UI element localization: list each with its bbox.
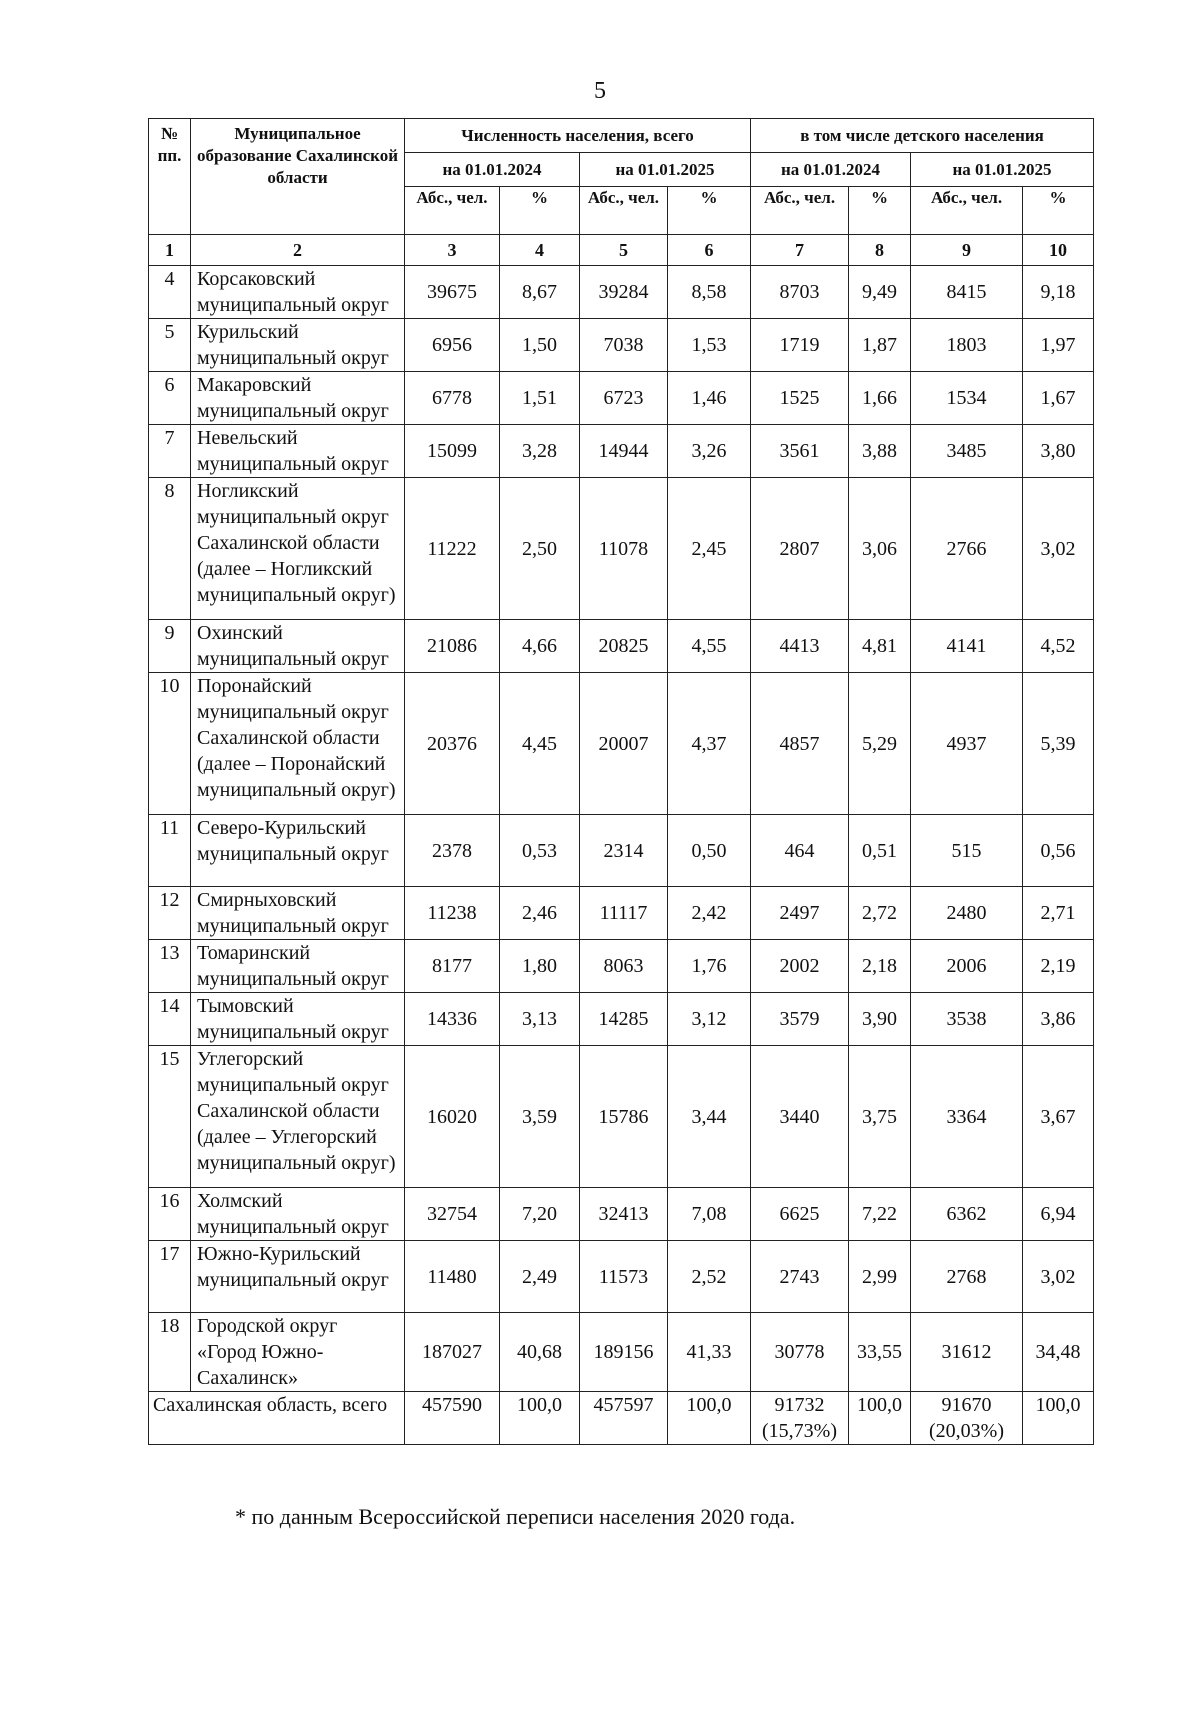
total-children-2024-share: (15,73%) xyxy=(762,1420,837,1442)
cell-c24-pct: 7,22 xyxy=(849,1188,911,1241)
cell-t25-pct: 2,45 xyxy=(668,478,751,620)
cell-t24-abs: 39675 xyxy=(405,266,500,319)
cell-c24-abs: 1525 xyxy=(751,372,849,425)
column-number: 1 xyxy=(149,235,191,266)
cell-c24-abs: 8703 xyxy=(751,266,849,319)
cell-t25-pct: 1,76 xyxy=(668,940,751,993)
total-2025-pct: 100,0 xyxy=(668,1392,751,1445)
table-row xyxy=(149,266,1094,319)
municipality-name: Городской округ «Город Южно-Сахалинск» xyxy=(191,1313,405,1392)
cell-t25-pct: 3,26 xyxy=(668,425,751,478)
cell-c24-pct: 2,72 xyxy=(849,887,911,940)
total-children-2024-pct: 100,0 xyxy=(849,1392,911,1445)
cell-t25-pct: 3,12 xyxy=(668,993,751,1046)
cell-t25-abs: 39284 xyxy=(580,266,668,319)
total-children-2024-abs-value: 91732 xyxy=(774,1394,825,1416)
cell-c25-pct: 0,56 xyxy=(1023,815,1094,887)
cell-c25-abs: 1803 xyxy=(911,319,1023,372)
column-number: 4 xyxy=(500,235,580,266)
cell-c25-pct: 6,94 xyxy=(1023,1188,1094,1241)
cell-t24-pct: 2,46 xyxy=(500,887,580,940)
cell-t24-pct: 1,50 xyxy=(500,319,580,372)
municipality-name: Курильский муниципальный округ xyxy=(191,319,405,372)
population-table xyxy=(148,118,1094,1445)
cell-c25-abs: 8415 xyxy=(911,266,1023,319)
column-number: 2 xyxy=(191,235,405,266)
cell-t24-pct: 2,50 xyxy=(500,478,580,620)
header-pct: % xyxy=(1023,187,1094,235)
cell-c24-pct: 1,87 xyxy=(849,319,911,372)
column-number: 6 xyxy=(668,235,751,266)
cell-c25-pct: 3,86 xyxy=(1023,993,1094,1046)
table-row xyxy=(149,815,1094,887)
cell-c25-pct: 1,67 xyxy=(1023,372,1094,425)
cell-t25-abs: 8063 xyxy=(580,940,668,993)
cell-c24-pct: 3,88 xyxy=(849,425,911,478)
cell-c25-pct: 3,02 xyxy=(1023,1241,1094,1313)
cell-c25-abs: 4937 xyxy=(911,673,1023,815)
cell-t24-pct: 3,59 xyxy=(500,1046,580,1188)
cell-c24-pct: 0,51 xyxy=(849,815,911,887)
cell-c24-pct: 3,90 xyxy=(849,993,911,1046)
cell-t24-pct: 0,53 xyxy=(500,815,580,887)
cell-t24-abs: 11238 xyxy=(405,887,500,940)
municipality-name: Холмский муниципальный округ xyxy=(191,1188,405,1241)
cell-c24-abs: 2497 xyxy=(751,887,849,940)
total-children-2025-abs-value: 91670 xyxy=(941,1394,992,1416)
cell-t25-abs: 6723 xyxy=(580,372,668,425)
row-number: 17 xyxy=(149,1241,191,1313)
row-number: 15 xyxy=(149,1046,191,1188)
column-number: 8 xyxy=(849,235,911,266)
header-pct: % xyxy=(668,187,751,235)
cell-t24-pct: 8,67 xyxy=(500,266,580,319)
cell-c24-pct: 5,29 xyxy=(849,673,911,815)
cell-t24-pct: 3,13 xyxy=(500,993,580,1046)
cell-c24-pct: 1,66 xyxy=(849,372,911,425)
cell-t25-pct: 4,37 xyxy=(668,673,751,815)
cell-c25-abs: 2768 xyxy=(911,1241,1023,1313)
header-col-name: Муниципальное образование Сахалинской области xyxy=(191,119,405,235)
header-group-children: в том числе детского населения xyxy=(751,119,1094,153)
cell-t24-pct: 4,45 xyxy=(500,673,580,815)
cell-t25-abs: 11117 xyxy=(580,887,668,940)
cell-t24-pct: 4,66 xyxy=(500,620,580,673)
cell-t25-abs: 14944 xyxy=(580,425,668,478)
header-pct: % xyxy=(849,187,911,235)
cell-t24-abs: 2378 xyxy=(405,815,500,887)
cell-t24-pct: 1,80 xyxy=(500,940,580,993)
cell-c25-abs: 3364 xyxy=(911,1046,1023,1188)
cell-t25-abs: 7038 xyxy=(580,319,668,372)
cell-c25-abs: 515 xyxy=(911,815,1023,887)
cell-c25-abs: 2766 xyxy=(911,478,1023,620)
cell-t24-abs: 15099 xyxy=(405,425,500,478)
cell-t25-abs: 14285 xyxy=(580,993,668,1046)
cell-t25-pct: 41,33 xyxy=(668,1313,751,1392)
cell-t24-pct: 1,51 xyxy=(500,372,580,425)
cell-t24-pct: 40,68 xyxy=(500,1313,580,1392)
table-row xyxy=(149,425,1094,478)
column-number: 5 xyxy=(580,235,668,266)
cell-t25-pct: 7,08 xyxy=(668,1188,751,1241)
cell-c25-pct: 2,71 xyxy=(1023,887,1094,940)
total-2025-abs: 457597 xyxy=(580,1392,668,1445)
table-row xyxy=(149,319,1094,372)
cell-t24-abs: 11480 xyxy=(405,1241,500,1313)
cell-t25-abs: 11078 xyxy=(580,478,668,620)
total-row xyxy=(149,1392,1094,1445)
total-2024-abs: 457590 xyxy=(405,1392,500,1445)
cell-c24-abs: 464 xyxy=(751,815,849,887)
row-number: 13 xyxy=(149,940,191,993)
cell-t24-abs: 21086 xyxy=(405,620,500,673)
row-number: 5 xyxy=(149,319,191,372)
cell-t24-abs: 6778 xyxy=(405,372,500,425)
total-name: Сахалинская область, всего xyxy=(149,1392,405,1445)
header-children-date-2025: на 01.01.2025 xyxy=(911,153,1094,187)
cell-t24-abs: 16020 xyxy=(405,1046,500,1188)
column-number: 3 xyxy=(405,235,500,266)
cell-c25-abs: 2006 xyxy=(911,940,1023,993)
cell-t25-pct: 4,55 xyxy=(668,620,751,673)
cell-c24-pct: 2,99 xyxy=(849,1241,911,1313)
cell-c24-abs: 6625 xyxy=(751,1188,849,1241)
cell-c25-abs: 4141 xyxy=(911,620,1023,673)
page-number: 5 xyxy=(594,78,606,104)
cell-c25-abs: 3538 xyxy=(911,993,1023,1046)
row-number: 16 xyxy=(149,1188,191,1241)
cell-t24-pct: 3,28 xyxy=(500,425,580,478)
cell-t25-abs: 2314 xyxy=(580,815,668,887)
header-abs: Абс., чел. xyxy=(580,187,668,235)
cell-c25-abs: 6362 xyxy=(911,1188,1023,1241)
row-number: 11 xyxy=(149,815,191,887)
cell-c25-abs: 31612 xyxy=(911,1313,1023,1392)
row-number: 12 xyxy=(149,887,191,940)
table-row xyxy=(149,887,1094,940)
cell-t25-abs: 189156 xyxy=(580,1313,668,1392)
cell-c24-abs: 3579 xyxy=(751,993,849,1046)
cell-c24-abs: 1719 xyxy=(751,319,849,372)
cell-c24-pct: 9,49 xyxy=(849,266,911,319)
municipality-name: Тымовский муниципальный округ xyxy=(191,993,405,1046)
row-number: 14 xyxy=(149,993,191,1046)
cell-t25-abs: 11573 xyxy=(580,1241,668,1313)
table-row xyxy=(149,673,1094,815)
cell-c24-abs: 2807 xyxy=(751,478,849,620)
cell-t25-pct: 1,53 xyxy=(668,319,751,372)
cell-t25-abs: 32413 xyxy=(580,1188,668,1241)
cell-c25-pct: 3,02 xyxy=(1023,478,1094,620)
cell-t25-abs: 20007 xyxy=(580,673,668,815)
cell-t25-pct: 1,46 xyxy=(668,372,751,425)
row-number: 9 xyxy=(149,620,191,673)
header-abs: Абс., чел. xyxy=(751,187,849,235)
cell-c25-abs: 2480 xyxy=(911,887,1023,940)
cell-c24-abs: 30778 xyxy=(751,1313,849,1392)
header-pct: % xyxy=(500,187,580,235)
cell-c25-pct: 4,52 xyxy=(1023,620,1094,673)
cell-c24-pct: 2,18 xyxy=(849,940,911,993)
header-col-num: № пп. xyxy=(149,119,191,235)
column-number: 10 xyxy=(1023,235,1094,266)
total-children-2025-share: (20,03%) xyxy=(929,1420,1004,1442)
cell-c25-pct: 3,67 xyxy=(1023,1046,1094,1188)
cell-c24-pct: 3,06 xyxy=(849,478,911,620)
row-number: 7 xyxy=(149,425,191,478)
row-number: 4 xyxy=(149,266,191,319)
table-row xyxy=(149,1188,1094,1241)
table-row xyxy=(149,1313,1094,1392)
table-row xyxy=(149,1046,1094,1188)
cell-t24-pct: 2,49 xyxy=(500,1241,580,1313)
cell-c24-abs: 2002 xyxy=(751,940,849,993)
cell-t25-pct: 3,44 xyxy=(668,1046,751,1188)
header-abs: Абс., чел. xyxy=(405,187,500,235)
cell-c25-pct: 1,97 xyxy=(1023,319,1094,372)
cell-c25-abs: 3485 xyxy=(911,425,1023,478)
row-number: 10 xyxy=(149,673,191,815)
cell-c25-pct: 5,39 xyxy=(1023,673,1094,815)
cell-c25-abs: 1534 xyxy=(911,372,1023,425)
municipality-name: Ногликский муниципальный округ Сахалинской области (далее – Ногликский муниципальный округ) xyxy=(191,478,405,620)
municipality-name: Южно-Курильский муниципальный округ xyxy=(191,1241,405,1313)
cell-t24-pct: 7,20 xyxy=(500,1188,580,1241)
column-number-row xyxy=(149,235,1094,266)
row-number: 18 xyxy=(149,1313,191,1392)
row-number: 6 xyxy=(149,372,191,425)
municipality-name: Невельский муниципальный округ xyxy=(191,425,405,478)
cell-c24-abs: 4857 xyxy=(751,673,849,815)
cell-t24-abs: 20376 xyxy=(405,673,500,815)
cell-t25-pct: 0,50 xyxy=(668,815,751,887)
cell-t25-pct: 8,58 xyxy=(668,266,751,319)
municipality-name: Томаринский муниципальный округ xyxy=(191,940,405,993)
table-row xyxy=(149,620,1094,673)
municipality-name: Корсаковский муниципальный округ xyxy=(191,266,405,319)
cell-c24-abs: 3440 xyxy=(751,1046,849,1188)
cell-t24-abs: 14336 xyxy=(405,993,500,1046)
total-2024-pct: 100,0 xyxy=(500,1392,580,1445)
cell-c24-pct: 4,81 xyxy=(849,620,911,673)
cell-t25-abs: 15786 xyxy=(580,1046,668,1188)
cell-t24-abs: 8177 xyxy=(405,940,500,993)
municipality-name: Охинский муниципальный округ xyxy=(191,620,405,673)
footnote: * по данным Всероссийской переписи населения 2020 года. xyxy=(235,1504,796,1529)
row-number: 8 xyxy=(149,478,191,620)
cell-c24-pct: 3,75 xyxy=(849,1046,911,1188)
cell-t24-abs: 187027 xyxy=(405,1313,500,1392)
municipality-name: Смирныховский муниципальный округ xyxy=(191,887,405,940)
cell-c25-pct: 3,80 xyxy=(1023,425,1094,478)
municipality-name: Макаровский муниципальный округ xyxy=(191,372,405,425)
cell-t25-pct: 2,42 xyxy=(668,887,751,940)
table-row xyxy=(149,1241,1094,1313)
cell-c24-abs: 3561 xyxy=(751,425,849,478)
cell-c25-pct: 2,19 xyxy=(1023,940,1094,993)
cell-t25-pct: 2,52 xyxy=(668,1241,751,1313)
header-total-date-2024: на 01.01.2024 xyxy=(405,153,580,187)
header-children-date-2024: на 01.01.2024 xyxy=(751,153,911,187)
cell-c25-pct: 9,18 xyxy=(1023,266,1094,319)
column-number: 7 xyxy=(751,235,849,266)
column-number: 9 xyxy=(911,235,1023,266)
header-abs: Абс., чел. xyxy=(911,187,1023,235)
municipality-name: Северо-Курильский муниципальный округ xyxy=(191,815,405,887)
cell-c24-pct: 33,55 xyxy=(849,1313,911,1392)
header-group-total: Численность населения, всего xyxy=(405,119,751,153)
cell-c24-abs: 2743 xyxy=(751,1241,849,1313)
cell-t25-abs: 20825 xyxy=(580,620,668,673)
cell-c24-abs: 4413 xyxy=(751,620,849,673)
cell-t24-abs: 32754 xyxy=(405,1188,500,1241)
municipality-name: Поронайский муниципальный округ Сахалинской области (далее – Поронайский муниципальный округ) xyxy=(191,673,405,815)
table-row xyxy=(149,940,1094,993)
total-children-2025-pct: 100,0 xyxy=(1023,1392,1094,1445)
table-row xyxy=(149,993,1094,1046)
header-total-date-2025: на 01.01.2025 xyxy=(580,153,751,187)
municipality-name: Углегорский муниципальный округ Сахалинской области (далее – Углегорский муниципальный округ) xyxy=(191,1046,405,1188)
total-children-2025-abs xyxy=(911,1392,1023,1445)
table-row xyxy=(149,372,1094,425)
table-row xyxy=(149,478,1094,620)
cell-t24-abs: 11222 xyxy=(405,478,500,620)
cell-t24-abs: 6956 xyxy=(405,319,500,372)
cell-c25-pct: 34,48 xyxy=(1023,1313,1094,1392)
total-children-2024-abs xyxy=(751,1392,849,1445)
